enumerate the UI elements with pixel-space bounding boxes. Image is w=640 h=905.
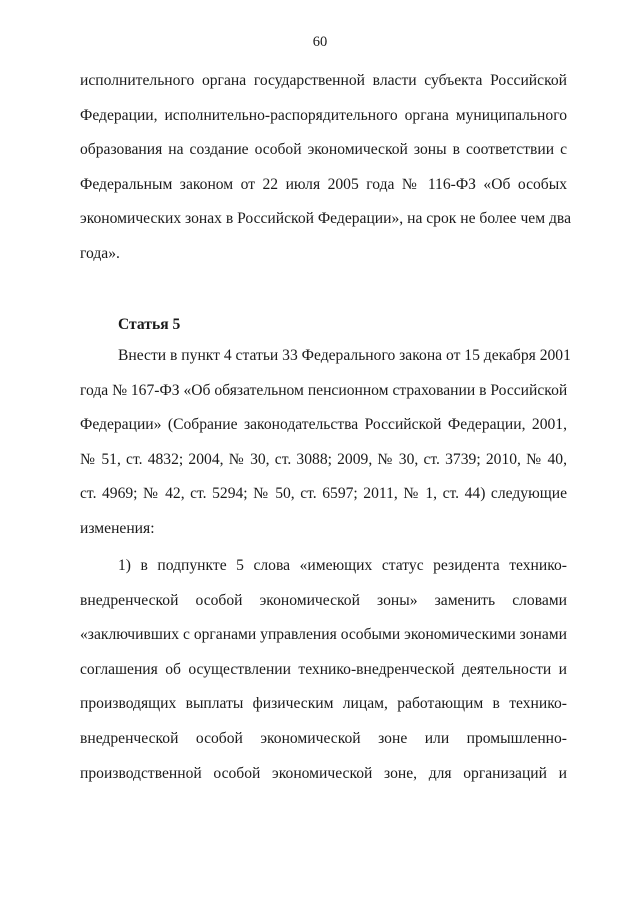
text-line: изменения: (80, 519, 155, 537)
text-line: 1) в подпункте 5 слова «имеющих статус резидента технико- (118, 557, 567, 574)
text-line: внедренческой особой экономической зоны» заменить словами (80, 591, 567, 609)
text-line: года». (80, 244, 120, 262)
text-line: «заключивших с органами управления особыми экономическими зонами (80, 626, 567, 644)
text-line: производственной особой экономической зоне, для организаций и (80, 764, 567, 782)
text-line: Федеральным законом от 22 июля 2005 года № 116-ФЗ «Об особых (80, 175, 567, 193)
text-line: внедренческой особой экономической зоне или промышленно- (80, 729, 567, 747)
text-line: № 51, ст. 4832; 2004, № 30, ст. 3088; 2009, № 30, ст. 3739; 2010, № 40, (80, 450, 567, 468)
text-line: Федерации» (Собрание законодательства Российской Федерации, 2001, (80, 416, 567, 434)
article-5-intro-paragraph (80, 339, 571, 547)
article-heading: Статья 5 (118, 316, 181, 333)
text-line: Внести в пункт 4 статьи 33 Федерального закона от 15 декабря 2001 (118, 347, 571, 364)
text-line: исполнительного органа государственной власти субъекта Российской (80, 72, 567, 89)
text-line: экономических зонах в Российской Федерации», на срок не более чем два (80, 210, 572, 228)
text-line: производящих выплаты физическим лицам, работающим в технико- (80, 695, 567, 713)
text-line: Федерации, исполнительно-распорядительного органа муниципального (80, 106, 567, 124)
text-line: года № 167-ФЗ «Об обязательном пенсионном страховании в Российской (80, 381, 568, 399)
amendment-item-1 (80, 549, 567, 791)
text-line: ст. 4969; № 42, ст. 5294; № 50, ст. 6597; 2011, № 1, ст. 44) следующие (80, 485, 567, 503)
paragraph-continuation (80, 64, 572, 272)
text-line: соглашения об осуществлении технико-внедренческой деятельности и (80, 660, 567, 678)
page-number: 60 (312, 34, 328, 50)
text-line: образования на создание особой экономической зоны в соответствии с (80, 141, 567, 159)
